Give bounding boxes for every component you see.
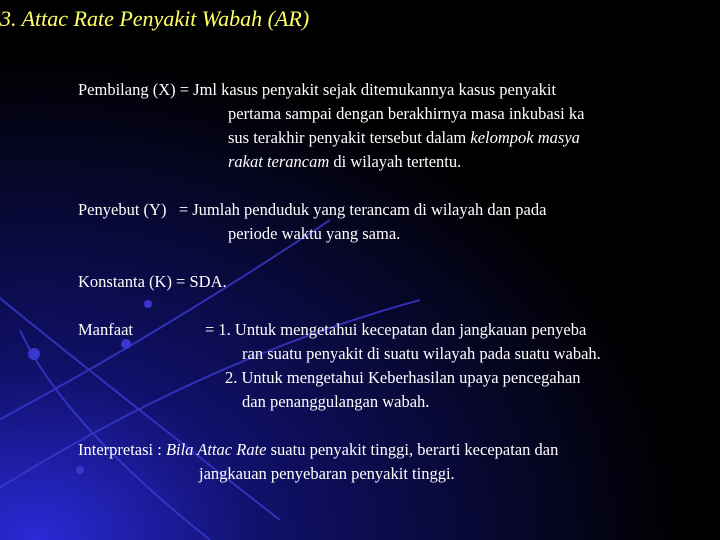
interpretasi-line-1-text: suatu penyakit tinggi, berarti kecepatan dan: [266, 440, 559, 459]
interpretasi-label: Interpretasi :: [78, 440, 166, 459]
manfaat-line-4: dan penanggulangan wabah.: [242, 392, 430, 411]
manfaat-label: Manfaat: [78, 320, 133, 339]
pembilang-emphasis-1: kelompok masya: [470, 128, 580, 147]
penyebut-line-2: periode waktu yang sama.: [228, 224, 401, 243]
decorative-dot: [76, 466, 84, 474]
pembilang-line-1: Pembilang (X) = Jml kasus penyakit sejak ditemukannya kasus penyakit: [78, 80, 557, 99]
manfaat-line-1: = 1. Untuk mengetahui kecepatan dan jangkauan penyeba: [205, 320, 587, 339]
pembilang-line-3-text: sus terakhir penyakit tersebut dalam: [228, 128, 467, 147]
konstanta-line: Konstanta (K) = SDA.: [78, 272, 227, 291]
manfaat-line-3: 2. Untuk mengetahui Keberhasilan upaya pencegahan: [225, 368, 581, 387]
pembilang-line-4-text: di wilayah tertentu.: [329, 152, 462, 171]
interpretasi-line-1: [78, 438, 558, 462]
interpretasi-emphasis: Bila Attac Rate: [165, 440, 267, 459]
pembilang-line-2: pertama sampai dengan berakhirnya masa inkubasi ka: [228, 104, 585, 123]
pembilang-line-3: [228, 126, 580, 150]
decorative-dot: [144, 300, 152, 308]
pembilang-line-4: [228, 150, 461, 174]
interpretasi-line-2: jangkauan penyebaran penyakit tinggi.: [199, 464, 455, 483]
decorative-dot: [28, 348, 40, 360]
slide-title: 3. Attac Rate Penyakit Wabah (AR): [0, 6, 310, 31]
manfaat-line-2: ran suatu penyakit di suatu wilayah pada suatu wabah.: [242, 344, 601, 363]
pembilang-emphasis-2: rakat terancam: [228, 152, 330, 171]
penyebut-line-1: Penyebut (Y) = Jumlah penduduk yang terancam di wilayah dan pada: [78, 200, 547, 219]
